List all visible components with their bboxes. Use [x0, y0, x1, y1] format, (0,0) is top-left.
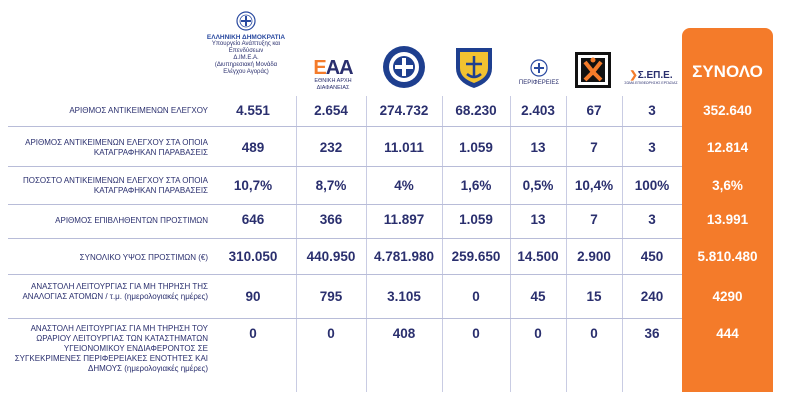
header-sepe — [622, 70, 680, 85]
coastguard-shield-icon — [452, 44, 496, 90]
value-police: 4.781.980 — [373, 249, 435, 264]
value-total: 13.991 — [706, 212, 749, 227]
row-divider — [8, 274, 682, 275]
value-regions: 2.403 — [521, 103, 555, 118]
header-labour — [573, 50, 615, 92]
value-total: 4290 — [712, 289, 743, 304]
header-coastguard — [452, 44, 496, 92]
value-demea: 646 — [241, 212, 265, 227]
value-coastguard: 259.650 — [451, 249, 501, 264]
demea-line3: Δ.ΙΜ.Ε.Α. — [233, 55, 259, 61]
value-demea: 4.551 — [236, 103, 270, 118]
value-demea: 10,7% — [233, 178, 273, 193]
value-eaa: 8,7% — [315, 178, 347, 193]
header-regions — [512, 58, 566, 87]
sepe-arrow-icon: ❯ — [629, 70, 638, 81]
value-regions: 13 — [530, 212, 546, 227]
value-demea: 489 — [241, 140, 265, 155]
eaa-logo: ΕΑΑ — [313, 57, 353, 79]
greek-emblem-icon — [235, 10, 257, 32]
value-coastguard: 0 — [472, 289, 480, 304]
value-labour: 7 — [590, 140, 598, 155]
value-coastguard: 1.059 — [459, 212, 493, 227]
value-labour: 0 — [590, 326, 598, 341]
sepe-caption: ΣΩΜΑ ΕΠΙΘΕΩΡΗΣΗΣ ΕΡΓΑΣΙΑΣ — [624, 81, 678, 85]
value-coastguard: 68.230 — [455, 103, 497, 118]
value-police: 11.011 — [384, 140, 424, 155]
value-police: 274.732 — [379, 103, 429, 118]
row-label: ΣΥΝΟΛΙΚΟ ΥΨΟΣ ΠΡΟΣΤΙΜΩΝ (€) — [79, 253, 208, 262]
value-demea: 0 — [249, 326, 257, 341]
row-divider — [8, 238, 682, 239]
value-regions: 13 — [530, 140, 546, 155]
row-divider — [8, 126, 682, 127]
row-label: ΠΟΣΟΣΤΟ ΑΝΤΙΚΕΙΜΕΝΩΝ ΕΛΕΓΧΟΥ ΣΤΑ ΟΠΟΙΑ ΚΑΤΑΓΡΑΦΗΚΑΝ ΠΑΡΑΒΑΣΕΙΣ — [22, 176, 208, 195]
value-labour: 10,4% — [574, 178, 614, 193]
value-police: 11.897 — [383, 212, 425, 227]
value-coastguard: 1,6% — [460, 178, 492, 193]
total-header: ΣΥΝΟΛΟ — [692, 62, 763, 81]
value-police: 3.105 — [387, 289, 421, 304]
header-police — [378, 44, 430, 92]
value-sepe: 450 — [640, 249, 664, 264]
value-regions: 0,5% — [522, 178, 554, 193]
demea-title: ΕΛΛΗΝΙΚΗ ΔΗΜΟΚΡΑΤΙΑ — [206, 34, 286, 41]
regions-caption: ΠΕΡΙΦΕΡΕΙΕΣ — [518, 80, 560, 86]
header-demea — [198, 10, 294, 76]
sepe-logo-text: Σ.ΕΠ.Ε. — [637, 70, 673, 81]
row-divider — [8, 166, 682, 167]
value-coastguard: 0 — [472, 326, 480, 341]
value-sepe: 36 — [644, 326, 660, 341]
value-eaa: 232 — [319, 140, 343, 155]
value-eaa: 795 — [319, 289, 343, 304]
value-total: 12.814 — [706, 140, 749, 155]
value-sepe: 3 — [648, 212, 656, 227]
demea-line4: (Διυπηρεσιακή Μονάδα — [214, 62, 278, 68]
row-divider — [8, 204, 682, 205]
row-label: ΑΝΑΣΤΟΛΗ ΛΕΙΤΟΥΡΓΙΑΣ ΓΙΑ ΜΗ ΤΗΡΗΣΗ ΤΗΣ ΑΝΑΛΟΓΙΑΣ ΑΤΟΜΩΝ / τ.μ. (ημερολογιακές ημέρες) — [22, 282, 208, 301]
demea-line1: Υπουργείο Ανάπτυξης και — [211, 41, 281, 47]
value-labour: 2.900 — [577, 249, 611, 264]
value-labour: 67 — [586, 103, 602, 118]
eaa-caption: ΕΘΝΙΚΗ ΑΡΧΗ ΔΙΑΦΑΝΕΙΑΣ — [314, 78, 352, 91]
value-police: 4% — [394, 178, 414, 193]
police-badge-icon — [378, 44, 430, 90]
value-labour: 7 — [590, 212, 598, 227]
value-coastguard: 1.059 — [459, 140, 493, 155]
value-demea: 310.050 — [228, 249, 278, 264]
value-eaa: 366 — [319, 212, 343, 227]
row-label: ΑΡΙΘΜΟΣ ΕΠΙΒΛΗΘΕΝΤΩΝ ΠΡΟΣΤΙΜΩΝ — [55, 216, 208, 225]
value-demea: 90 — [245, 289, 261, 304]
value-regions: 14.500 — [517, 249, 559, 264]
value-total: 352.640 — [703, 103, 752, 118]
value-sepe: 240 — [640, 289, 664, 304]
row-label: ΑΡΙΘΜΟΣ ΑΝΤΙΚΕΙΜΕΝΩΝ ΕΛΕΓΧΟΥ ΣΤΑ ΟΠΟΙΑ ΚΑΤΑΓΡΑΦΗΚΑΝ ΠΑΡΑΒΑΣΕΙΣ — [25, 138, 208, 157]
row-label: ΑΝΑΣΤΟΛΗ ΛΕΙΤΟΥΡΓΙΑΣ ΓΙΑ ΜΗ ΤΗΡΗΣΗ ΤΟΥ ΩΡΑΡΙΟΥ ΛΕΙΤΟΥΡΓΙΑΣ ΤΩΝ ΚΑΤΑΣΤΗΜΑΤΩΝ ΥΓΕΙΟΝΟΜΙΚΟΥ ΕΝΔΙΑΦΕΡΟΝΤΟΣ ΣΕ ΣΥΓΚΕΚΡΙΜΕΝΕΣ ΠΕΡΙΦΕΡΕΙΑΚΕΣ ΕΝΟΤΗΤΕΣ ΚΑΙ ΔΗΜΟΥΣ (ημερολογιακές ημέρες) — [14, 324, 208, 373]
value-regions: 0 — [534, 326, 542, 341]
value-sepe: 100% — [634, 178, 670, 193]
row-label: ΑΡΙΘΜΟΣ ΑΝΤΙΚΕΙΜΕΝΩΝ ΕΛΕΓΧΟΥ — [69, 106, 208, 115]
value-sepe: 3 — [648, 140, 656, 155]
value-total: 5.810.480 — [697, 249, 758, 264]
value-regions: 45 — [530, 289, 546, 304]
eaa-logo-rest: ΑΑ — [325, 57, 353, 79]
demea-line2: Επενδύσεων — [228, 48, 264, 54]
header-eaa — [302, 58, 364, 92]
row-divider — [8, 318, 682, 319]
value-labour: 15 — [586, 289, 602, 304]
value-police: 408 — [392, 326, 416, 341]
regions-emblem-icon — [529, 58, 549, 78]
value-eaa: 440.950 — [306, 249, 356, 264]
value-sepe: 3 — [648, 103, 656, 118]
sepe-logo — [622, 70, 680, 81]
value-eaa: 0 — [327, 326, 335, 341]
demea-line5: Ελέγχου Αγοράς) — [223, 69, 269, 75]
value-total: 444 — [716, 326, 739, 341]
labour-inspectorate-icon — [573, 50, 613, 90]
value-eaa: 2.654 — [314, 103, 348, 118]
value-total: 3,6% — [712, 178, 743, 193]
